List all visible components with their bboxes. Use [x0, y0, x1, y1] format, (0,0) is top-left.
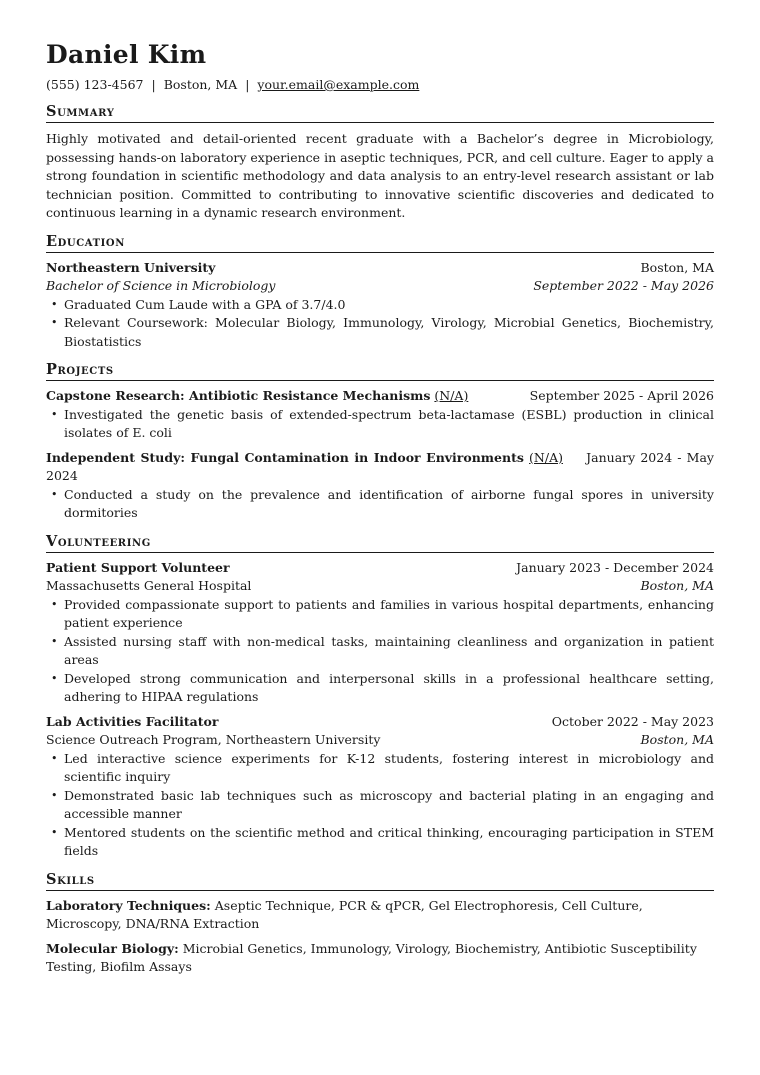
school-location: Boston, MA: [640, 259, 714, 275]
list-item: • Provided compassionate support to patients and families in various hospital departments, enhancing patient experience: [64, 596, 714, 633]
project-dates: January 2024 - May 2024: [46, 449, 714, 483]
education-heading: Education: [46, 233, 714, 253]
volunteer-bullets: [46, 750, 714, 861]
education-dates: September 2022 - May 2026: [533, 278, 714, 293]
skill-row: [46, 940, 714, 977]
volunteer-org: Science Outreach Program, Northeastern University: [46, 732, 381, 747]
skill-label: Laboratory Techniques:: [46, 897, 211, 913]
volunteer-entry: [46, 713, 714, 861]
volunteer-role: Patient Support Volunteer: [46, 559, 230, 575]
volunteer-dates: January 2023 - December 2024: [516, 559, 714, 575]
volunteering-heading: Volunteering: [46, 533, 714, 553]
phone-number: (555) 123-4567: [46, 77, 144, 92]
degree: Bachelor of Science in Microbiology: [46, 278, 276, 293]
summary-text: Highly motivated and detail-oriented recent graduate with a Bachelor’s degree in Microbiology, possessing hands-on laboratory experience in aseptic techniques, PCR, and cell culture. Eager to apply a strong foundation in scientific methodology and data analysis to an entry-level research assistant or lab technician position. Committed to contributing to innovative scientific discoveries and dedicated to continuous learning in a dynamic research environment.: [46, 131, 714, 220]
contact-separator: |: [245, 77, 250, 92]
contact-separator: |: [151, 77, 156, 92]
list-item: • Mentored students on the scientific method and critical thinking, encouraging participation in STEM fields: [64, 824, 714, 861]
project-link[interactable]: (N/A): [434, 388, 469, 403]
location: Boston, MA: [163, 77, 238, 92]
list-item: • Developed strong communication and interpersonal skills in a professional healthcare setting, adhering to HIPAA regulations: [64, 670, 714, 707]
volunteer-location: Boston, MA: [640, 732, 714, 747]
project-title: Independent Study: Fungal Contamination in Indoor Environments: [46, 449, 524, 465]
project-entry: [46, 387, 714, 443]
list-item: • Assisted nursing staff with non-medical tasks, maintaining cleanliness and organization in patient areas: [64, 633, 714, 670]
list-item: • Led interactive science experiments for K-12 students, fostering interest in microbiology and scientific inquiry: [64, 750, 714, 787]
skill-row: [46, 897, 714, 934]
project-dates: September 2025 - April 2026: [529, 388, 714, 403]
project-bullets: [46, 406, 714, 443]
volunteer-bullets: [46, 596, 714, 707]
volunteer-org: Massachusetts General Hospital: [46, 578, 252, 593]
volunteer-dates: October 2022 - May 2023: [551, 713, 714, 729]
skill-value: Aseptic Technique, PCR & qPCR, Gel Electrophoresis, Cell Culture, Microscopy, DNA/RNA Extraction: [46, 897, 643, 931]
list-item: • Demonstrated basic lab techniques such as microscopy and bacterial plating in an engaging and accessible manner: [64, 787, 714, 824]
project-title: Capstone Research: Antibiotic Resistance Mechanisms: [46, 388, 431, 403]
school-name: Northeastern University: [46, 259, 216, 275]
education-entry: [46, 259, 714, 352]
list-item: • Relevant Coursework: Molecular Biology, Immunology, Virology, Microbial Genetics, Biochemistry, Biostatistics: [64, 314, 714, 351]
email-link[interactable]: your.email@example.com: [257, 77, 420, 92]
skill-label: Molecular Biology:: [46, 940, 179, 956]
project-link[interactable]: (N/A): [529, 449, 563, 465]
list-item: • Investigated the genetic basis of extended-spectrum beta-lactamase (ESBL) production in clinical isolates of E. coli: [64, 406, 714, 443]
project-bullets: [46, 486, 714, 523]
education-bullets: [46, 296, 714, 352]
project-entry: [46, 449, 714, 523]
contact-line: [46, 77, 714, 93]
candidate-name: Daniel Kim: [46, 40, 207, 69]
list-item: • Graduated Cum Laude with a GPA of 3.7/4.0: [64, 296, 714, 315]
volunteer-location: Boston, MA: [640, 578, 714, 593]
skills-heading: Skills: [46, 871, 714, 891]
list-item: • Conducted a study on the prevalence and identification of airborne fungal spores in university dormitories: [64, 486, 714, 523]
volunteer-role: Lab Activities Facilitator: [46, 713, 219, 729]
projects-heading: Projects: [46, 361, 714, 381]
resume-page: [46, 40, 714, 977]
volunteer-entry: [46, 559, 714, 707]
skill-value: Microbial Genetics, Immunology, Virology, Biochemistry, Antibiotic Susceptibility Testing, Biofilm Assays: [46, 940, 697, 974]
summary-heading: Summary: [46, 103, 714, 123]
